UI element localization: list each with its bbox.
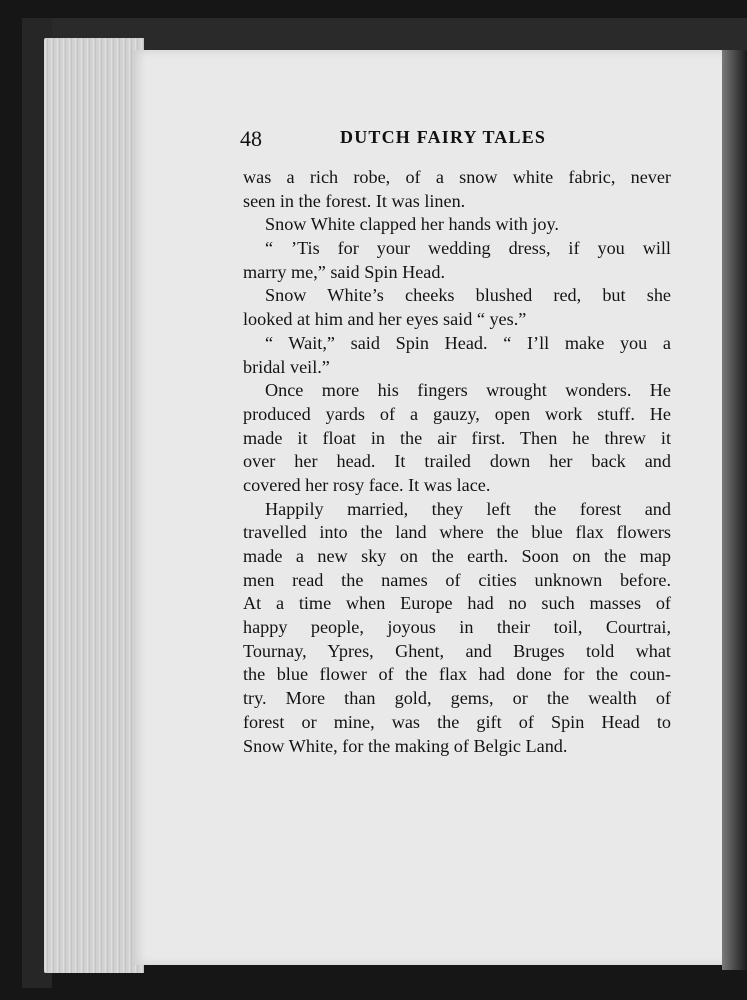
page-body-text — [243, 166, 671, 758]
text-line: seen in the forest. It was linen. — [243, 190, 466, 211]
text-line: Snow White, for the making of Belgic Land. — [243, 735, 568, 756]
text-line: over her head. It trailed down her back and — [243, 451, 671, 472]
text-line: covered her rosy face. It was lace. — [243, 474, 491, 495]
page-header — [240, 126, 670, 156]
text-line: travelled into the land where the blue flax flowers — [243, 522, 671, 543]
text-line: At a time when Europe had no such masses of — [243, 593, 671, 614]
text-line: was a rich robe, of a snow white fabric, never — [243, 167, 671, 187]
text-line: Tournay, Ypres, Ghent, and Bruges told what — [243, 640, 671, 661]
text-line: forest or mine, was the gift of Spin Head to — [243, 711, 671, 732]
text-line: men read the names of cities unknown before. — [243, 569, 671, 590]
text-line: try. More than gold, gems, or the wealth of — [243, 688, 671, 709]
text-line: happy people, joyous in their toil, Courtrai, — [243, 617, 671, 638]
text-line: marry me,” said Spin Head. — [243, 261, 446, 282]
text-line: made it float in the air first. Then he threw it — [243, 427, 671, 448]
page-number: 48 — [240, 126, 262, 151]
text-line: Snow White’s cheeks blushed red, but she — [265, 285, 671, 306]
text-line: produced yards of a gauzy, open work stuff. He — [243, 403, 671, 424]
text-line: made a new sky on the earth. Soon on the map — [243, 546, 671, 566]
text-line: looked at him and her eyes said “ yes.” — [243, 309, 527, 330]
text-line: Snow White clapped her hands with joy. — [265, 214, 559, 235]
text-line: “ Wait,” said Spin Head. “ I’ll make you a — [265, 332, 671, 353]
text-line: “ ’Tis for your wedding dress, if you will — [265, 238, 671, 259]
text-line: Happily married, they left the forest and — [265, 498, 671, 519]
running-title: DUTCH FAIRY TALES — [340, 127, 547, 147]
text-line: Once more his fingers wrought wonders. He — [265, 380, 671, 401]
page-edges — [44, 38, 144, 973]
page-gutter-shadow — [722, 50, 747, 970]
text-line: the blue flower of the flax had done for the coun- — [243, 664, 671, 685]
text-line: bridal veil.” — [243, 356, 330, 377]
